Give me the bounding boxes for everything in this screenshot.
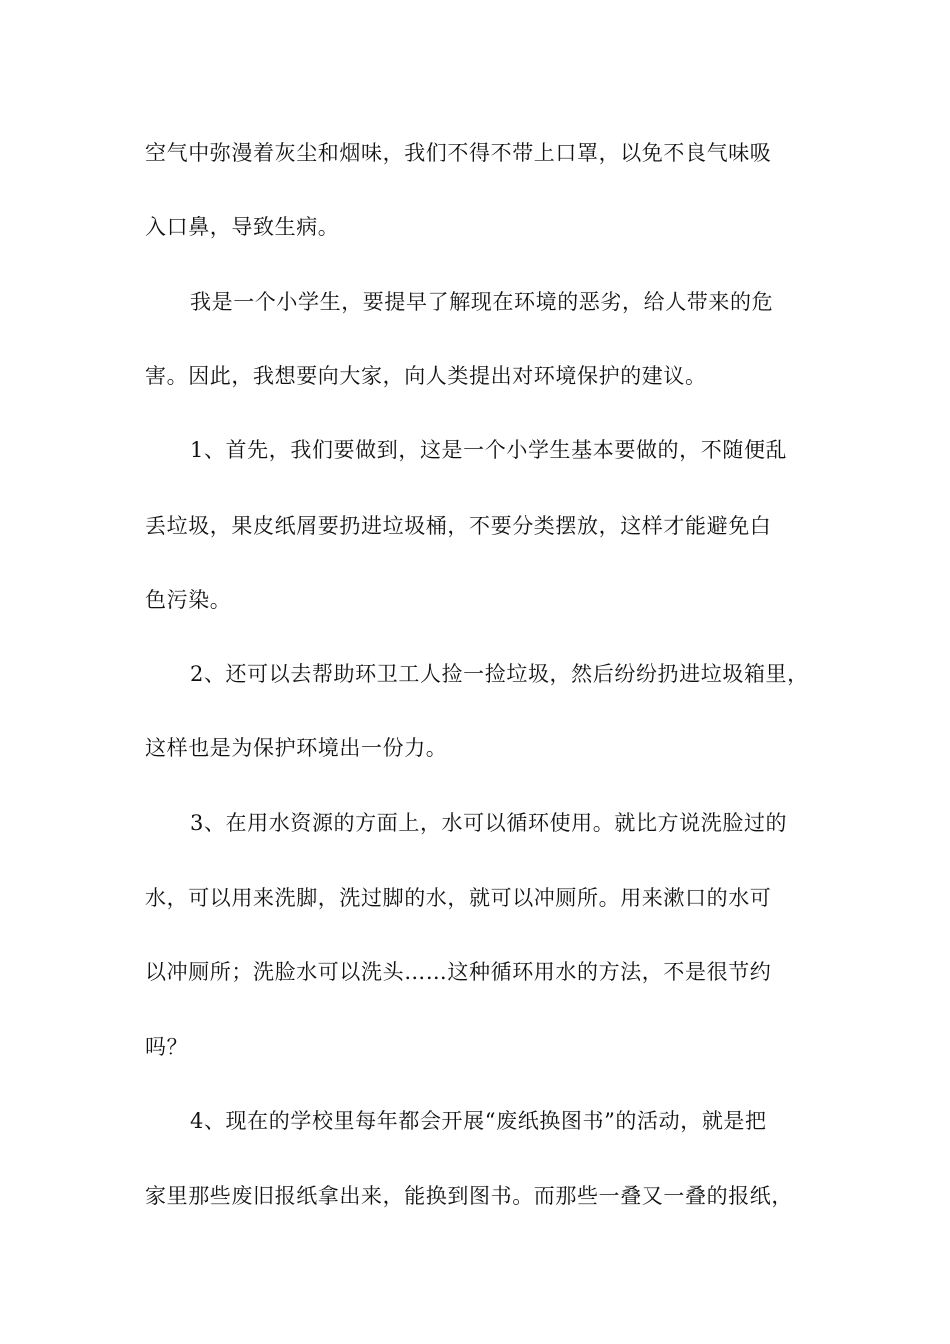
text-line: 丢垃圾，果皮纸屑要扔进垃圾桶，不要分类摆放，这样才能避免白: [145, 514, 772, 538]
text-line: 空气中弥漫着灰尘和烟味，我们不得不带上口罩，以免不良气味吸: [145, 141, 772, 165]
text-line: 吗？: [145, 1035, 189, 1059]
text-line: 害。因此，我想要向大家，向人类提出对环境保护的建议。: [145, 364, 707, 388]
paragraph-first-line: 4、现在的学校里每年都会开展“废纸换图书”的活动，就是把: [190, 1109, 767, 1133]
text-line: 色污染。: [145, 588, 232, 612]
text-line: 入口鼻，导致生病。: [145, 215, 340, 239]
paragraph-first-line: 3、在用水资源的方面上，水可以循环使用。就比方说洗脸过的: [190, 811, 788, 835]
paragraph-first-line: 1、首先，我们要做到，这是一个小学生基本要做的，不随便乱: [190, 438, 788, 462]
text-line: 这样也是为保护环境出一份力。: [145, 736, 448, 760]
paragraph-first-line: 我是一个小学生，要提早了解现在环境的恶劣，给人带来的危: [190, 290, 774, 314]
paragraph-first-line: 2、还可以去帮助环卫工人捡一捡垃圾，然后纷纷扔进垃圾箱里，: [190, 662, 809, 686]
text-line: 水，可以用来洗脚，洗过脚的水，就可以冲厕所。用来漱口的水可: [145, 886, 772, 910]
text-line: 家里那些废旧报纸拿出来，能换到图书。而那些一叠又一叠的报纸，: [145, 1184, 793, 1208]
text-line: 以冲厕所；洗脸水可以洗头……这种循环用水的方法，不是很节约: [145, 960, 772, 984]
